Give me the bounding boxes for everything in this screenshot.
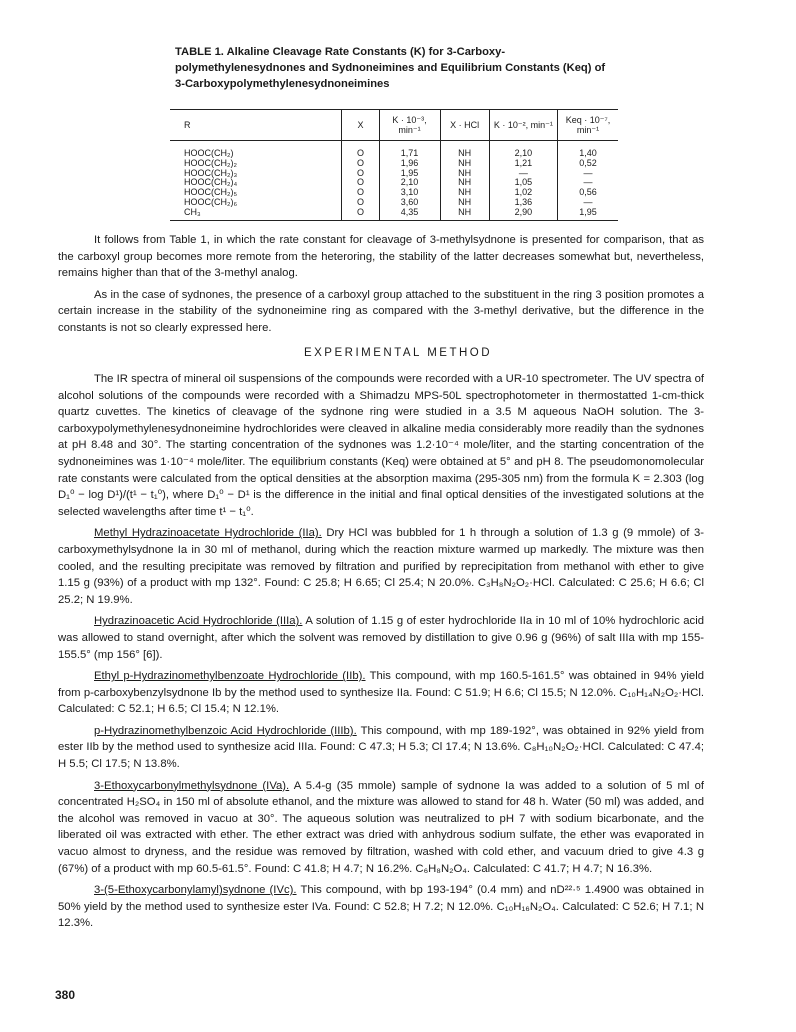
cell-k2: — <box>489 169 557 179</box>
cell-x: O <box>342 208 379 220</box>
procedure-text: This compound, with mp 189-192°, was obtained in 92% yield from ester IIb by the method used to synthesize acid IIIa. Found: C 47.3; H 5.3; Cl 17.4; N 13.6%. C₈H₁₀N₂O₂·HCl. Calculated: C 47.4; H 5.5; Cl 17.5; N 13.8%. <box>58 724 704 771</box>
table-row <box>170 159 618 169</box>
header-x: X <box>342 110 379 141</box>
cell-k1: 4,35 <box>379 208 440 220</box>
cell-k2: 1,02 <box>489 188 557 198</box>
table-row <box>170 169 618 179</box>
table-header-row <box>170 110 618 141</box>
cell-x-hcl: NH <box>440 159 489 169</box>
cell-x: O <box>342 159 379 169</box>
procedure-iiia <box>58 613 704 663</box>
cell-keq: — <box>557 178 618 188</box>
table-row <box>170 141 618 159</box>
procedure-ivc <box>58 882 704 932</box>
table-caption: TABLE 1. Alkaline Cleavage Rate Constants (K) for 3-Carboxy-polymethylenesydnones and Sydnoneimines and Equilibrium Constants (Keq) of 3-Carboxypolymethylenesydnoneimines <box>175 46 606 90</box>
paragraph: The IR spectra of mineral oil suspensions of the compounds were recorded with a UR-10 spectrometer. The UV spectra of alcohol solutions of the compounds were recorded with a Shimadzu MPS-50L spectrophotometer in thermostatted 1-cm-thick quartz cuvettes. The kinetics of cleavage of the sydnone ring were studied in a 3.5 M aqueous NaOH solution. The 3-carboxypolymethylenesydnoneimine hydrochlorides were cleaved in alkaline media considerably more readily than the sydnones at pH 8.48 and 30°. The starting concentration of the sydnones was 1.2·10⁻⁴ mole/liter, and the starting concentration of the sydnoneimines was 1·10⁻⁴ mole/liter. The equilibrium constants (Keq) were obtained at 5° and pH 8. The pseudomonomolecular rate constants were calculated from the optical densities at the absorption maxima (295-305 nm) from the formula K = 2.303 (log D₁⁰ − log D¹)/(t¹ − t₁⁰), where D₁⁰ − D¹ is the difference in the initial and final optical densities of the investigated solutions at the selected wavelengths after time t¹ − t₁⁰. <box>58 373 704 518</box>
cell-k1: 3,60 <box>379 198 440 208</box>
cell-r: HOOC(CH₂)₂ <box>184 157 237 168</box>
page-number: 380 <box>55 988 76 1002</box>
cell-x: O <box>342 188 379 198</box>
cell-keq: 1,95 <box>557 208 618 220</box>
cell-k2: 1,05 <box>489 178 557 188</box>
header-k2: K · 10⁻², min⁻¹ <box>489 110 557 141</box>
discussion-text <box>58 232 704 342</box>
cell-k1: 1,71 <box>379 141 440 159</box>
section-heading: EXPERIMENTAL METHOD <box>303 347 493 359</box>
procedure-text: Dry HCl was bubbled for 1 h through a solution of 1.3 g (9 mmole) of 3-carboxymethylsydnone Ia in 30 ml of methanol, during which the reaction mixture warmed up markedly. The mixture was then cooled, and the resulting precipitate was removed by filtration and purified by reprecipitation from methanol with ether to give 1.15 g (93%) of a product with mp 132°. Found: C 25.8; H 6.65; Cl 25.4; N 20.0%. C₃H₈N₂O₂·HCl. Calculated: C 25.6; H 6.6; Cl 25.2; N 19.9%. <box>58 527 704 606</box>
cell-r: CH₃ <box>170 208 342 220</box>
header-r: R <box>170 110 342 141</box>
table-row <box>170 198 618 208</box>
cell-x-hcl: NH <box>440 169 489 179</box>
table-row <box>170 178 618 188</box>
cell-x-hcl: NH <box>440 141 489 159</box>
compound-title: Methyl Hydrazinoacetate Hydrochloride (IIa). <box>94 527 322 540</box>
procedure-iva <box>58 778 704 878</box>
procedure-text: A 5.4-g (35 mmole) sample of sydnone Ia was added to a solution of 5 ml of concentrated H₂SO₄ in 150 ml of absolute ethanol, and the mixture was allowed to stand for 48 h. Water (50 ml) was added, and the alcohol was removed in vacuo at 30°. The aqueous solution was neutralized to pH 7 with sodium bicarbonate, and the liberated oil was extracted with ether. The ether extract was dried with anhydrous sodium sulfate, the ether was evaporated in vacuo almost to dryness, and the residue was removed by filtration, washed with cold ether, and vacuum dried to give 4.3 g (67%) of a product with mp 60.5-61.5°. Found: C 41.8; H 4.7; N 16.2%. C₆H₈N₂O₄. Calculated: C 41.7; H 4.7; N 16.3%. <box>58 779 704 875</box>
cell-x: O <box>342 169 379 179</box>
cell-k2: 2,10 <box>489 141 557 159</box>
cell-keq: 0,56 <box>557 188 618 198</box>
cell-keq: 1,40 <box>557 141 618 159</box>
cell-keq: — <box>557 169 618 179</box>
compound-title: Ethyl p-Hydrazinomethylbenzoate Hydrochloride (IIb). <box>94 670 366 683</box>
rate-constants-table <box>170 109 618 221</box>
compound-title: 3-(5-Ethoxycarbonylamyl)sydnone (IVc). <box>94 884 297 897</box>
procedure-iiib <box>58 723 704 773</box>
procedure-text: This compound, with bp 193-194° (0.4 mm) and nD²²·⁵ 1.4900 was obtained in 50% yield by the method used to synthesize ester IVa. Found: C 52.8; H 7.2; N 12.0%. C₁₀H₁₆N₂O₄. Calculated: C 52.6; H 7.1; N 12.3%. <box>58 884 704 930</box>
cell-k2: 2,90 <box>489 208 557 220</box>
paragraph: It follows from Table 1, in which the rate constant for cleavage of 3-methylsydnone is presented for comparison, that as the carboxyl group becomes more remote from the heteroring, the stability of the latter decreases somewhat but, nevertheless, remains higher than that of the 3-methyl analog. <box>58 234 704 280</box>
cell-x-hcl: NH <box>440 178 489 188</box>
cell-r: HOOC(CH₂)₃ <box>184 167 238 178</box>
compound-title: p-Hydrazinomethylbenzoic Acid Hydrochloride (IIIb). <box>94 724 357 737</box>
procedure-text: A solution of 1.15 g of ester hydrochloride IIa in 10 ml of 10% hydrochloric acid was allowed to stand overnight, after which the solvent was removed by distillation to give 0.96 g (96%) of salt IIIa with mp 155-155.5° (mp 156° [6]). <box>58 615 704 661</box>
procedure-iib <box>58 668 704 718</box>
cell-r: HOOC(CH₂)₄ <box>184 177 238 188</box>
procedure-text: This compound, with mp 160.5-161.5° was obtained in 94% yield from p-carboxybenzylsydnone Ib by the method used to synthesize IIa. Found: C 51.9; H 6.6; Cl 15.5; N 12.0%. C₁₀H₁₄N₂O₂·HCl. Calculated: C 52.1; H 6.5; Cl 15.4; N 12.1%. <box>58 670 705 716</box>
cell-x-hcl: NH <box>440 188 489 198</box>
cell-k1: 3,10 <box>379 188 440 198</box>
table-row <box>170 188 618 198</box>
cell-k2: 1,21 <box>489 159 557 169</box>
cell-k1: 2,10 <box>379 178 440 188</box>
cell-k2: 1,36 <box>489 198 557 208</box>
header-k1: K · 10⁻³, min⁻¹ <box>379 110 440 141</box>
cell-x: O <box>342 198 379 208</box>
cell-x: O <box>342 141 379 159</box>
cell-keq: — <box>557 198 618 208</box>
cell-x-hcl: NH <box>440 198 489 208</box>
paragraph: As in the case of sydnones, the presence of a carboxyl group attached to the substituent in the ring 3 position promotes a certain increase in the stability of the sydnoneimine ring as compared with the 3-methyl derivative, but the difference in the constants is not so clearly expressed here. <box>58 288 704 334</box>
cell-k1: 1,95 <box>379 169 440 179</box>
cell-x-hcl: NH <box>440 208 489 220</box>
cell-r: HOOC(CH₂)₆ <box>184 196 238 207</box>
experimental-text <box>58 371 704 937</box>
compound-title: 3-Ethoxycarbonylmethylsydnone (IVa). <box>94 779 290 792</box>
procedure-iia <box>58 525 704 608</box>
header-x-hcl: X · HCl <box>440 110 489 141</box>
compound-title: Hydrazinoacetic Acid Hydrochloride (IIIa). <box>94 615 303 628</box>
cell-x: O <box>342 178 379 188</box>
cell-keq: 0,52 <box>557 159 618 169</box>
header-keq: Keq · 10⁻⁷, min⁻¹ <box>557 110 618 141</box>
cell-r: HOOC(CH₂)₅ <box>184 187 238 198</box>
table-row <box>170 208 618 220</box>
cell-k1: 1,96 <box>379 159 440 169</box>
cell-r: HOOC(CH₂) <box>184 148 234 158</box>
